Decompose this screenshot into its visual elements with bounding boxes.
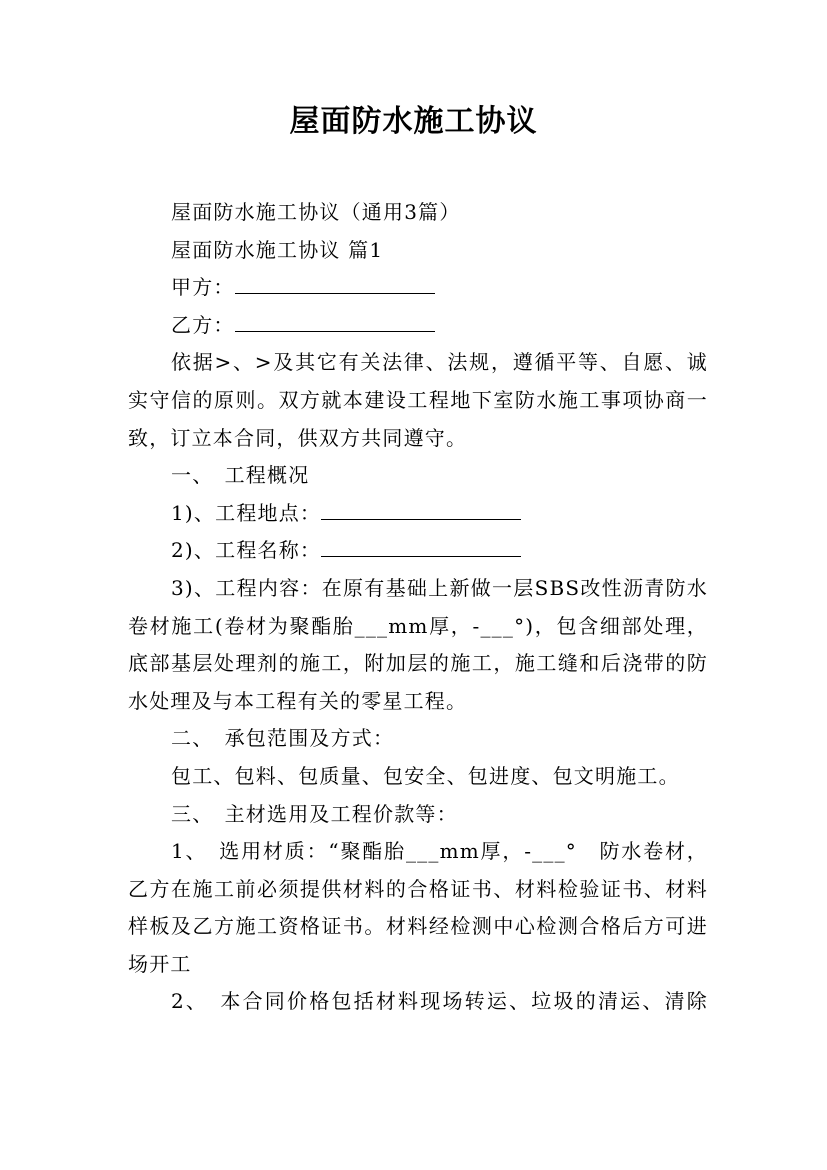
location-label: 1)、工程地点： — [171, 500, 322, 525]
paragraph-scope: 包工、包料、包质量、包安全、包进度、包文明施工。 — [171, 763, 680, 788]
paragraph-section-heading: 屋面防水施工协议 篇1 — [171, 237, 384, 262]
paragraph-material: 1、 选用材质：“聚酯胎___mm厚，-___° 防水卷材，乙方在施工前必须提供材料的合格证书、材料检验证书、材料样板及乙方施工资格证书。材料经检测中心检测合格后方可进场开工 — [128, 839, 708, 976]
paragraph-subtitle: 屋面防水施工协议（通用3篇） — [171, 200, 461, 224]
document-title: 屋面防水施工协议 — [289, 104, 538, 139]
project-name-blank — [321, 534, 521, 557]
paragraph-heading-2: 二、 承包范围及方式： — [171, 726, 395, 751]
paragraph-content: 3)、工程内容：在原有基础上新做一层SBS改性沥青防水卷材施工(卷材为聚酯胎___mm厚，-___°)，包含细部处理，底部基层处理剂的施工，附加层的施工，施工缝和后浇带的防水处理及与本工程有关的零星工程。 — [128, 575, 708, 713]
party-a-label: 甲方： — [171, 275, 235, 300]
paragraph-heading-1: 一、 工程概况 — [171, 463, 310, 488]
paragraph-price: 2、 本合同价格包括材料现场转运、垃圾的清运、清除 — [171, 989, 708, 1014]
paragraph-basis: 依据>、>及其它有关法律、法规，遵循平等、自愿、诚实守信的原则。双方就本建设工程地下室防水施工事项协商一致，订立本合同，供双方共同遵守。 — [128, 350, 708, 450]
document-body — [128, 194, 708, 1021]
location-blank — [321, 497, 521, 520]
party-b-blank — [235, 309, 435, 332]
party-a-blank — [235, 271, 435, 294]
paragraph-project-name — [128, 532, 708, 570]
paragraph-location — [128, 495, 708, 533]
paragraph-party-a — [128, 269, 708, 307]
project-name-label: 2)、工程名称： — [171, 538, 322, 563]
paragraph-heading-3: 三、 主材选用及工程价款等： — [171, 801, 458, 826]
paragraph-party-b — [128, 307, 708, 345]
party-b-label: 乙方： — [171, 312, 235, 337]
